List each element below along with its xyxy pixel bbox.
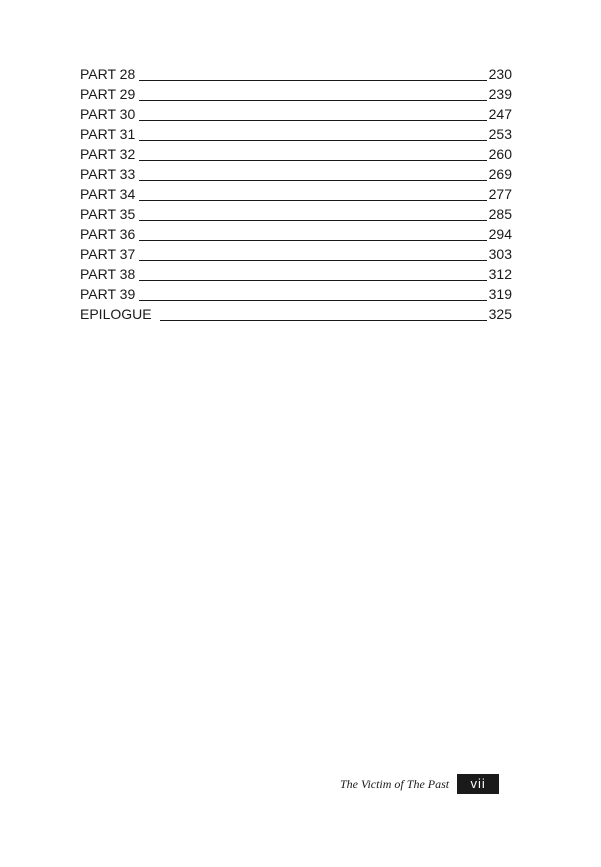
toc-leader-line [160,320,487,321]
toc-entry-page: 325 [488,306,512,322]
toc-entry-page: 247 [488,106,512,122]
toc-entry [80,184,512,204]
toc-entry-page: 230 [488,66,512,82]
toc-leader-line [139,120,486,121]
toc-entry-page: 253 [488,126,512,142]
toc-leader-line [139,140,486,141]
toc-leader-line [139,180,486,181]
toc-leader-line [139,280,486,281]
toc-entry [80,264,512,284]
book-title: The Victim of The Past [340,776,450,791]
toc-entry-page: 277 [488,186,512,202]
page-footer [340,774,499,794]
toc-entry-page: 239 [488,86,512,102]
toc-entry-page: 294 [488,226,512,242]
toc-entry-label: PART 28 [80,66,136,82]
toc-entry-page: 260 [488,146,512,162]
toc-entry [80,104,512,124]
toc-entry [80,164,512,184]
toc-entry-page: 269 [488,166,512,182]
toc-leader-line [139,200,486,201]
toc-entry-page: 303 [488,246,512,262]
toc-entry-label: PART 32 [80,146,136,162]
toc-entry [80,84,512,104]
toc-entry [80,124,512,144]
toc-entry [80,244,512,264]
toc-leader-line [139,300,486,301]
toc-entry-label: PART 31 [80,126,136,142]
toc-entry-label: PART 35 [80,206,136,222]
toc-entry-label: PART 38 [80,266,136,282]
toc-entry-label: PART 33 [80,166,136,182]
page-number: vii [457,774,499,794]
toc-leader-line [139,160,486,161]
toc-entry-page: 319 [488,286,512,302]
toc-entry-label: PART 39 [80,286,136,302]
toc-leader-line [139,80,486,81]
toc-entry-label: PART 37 [80,246,136,262]
toc-entry-label: EPILOGUE [80,306,152,322]
toc-entry [80,64,512,84]
toc-entry [80,224,512,244]
table-of-contents [80,64,512,324]
toc-leader-line [139,260,486,261]
toc-entry [80,284,512,304]
toc-entry [80,304,512,324]
toc-entry [80,204,512,224]
toc-leader-line [139,240,486,241]
toc-entry-label: PART 30 [80,106,136,122]
toc-entry-page: 312 [488,266,512,282]
toc-leader-line [139,220,486,221]
toc-entry-page: 285 [488,206,512,222]
toc-entry-label: PART 29 [80,86,136,102]
toc-entry-label: PART 36 [80,226,136,242]
toc-entry [80,144,512,164]
toc-leader-line [139,100,486,101]
toc-entry-label: PART 34 [80,186,136,202]
